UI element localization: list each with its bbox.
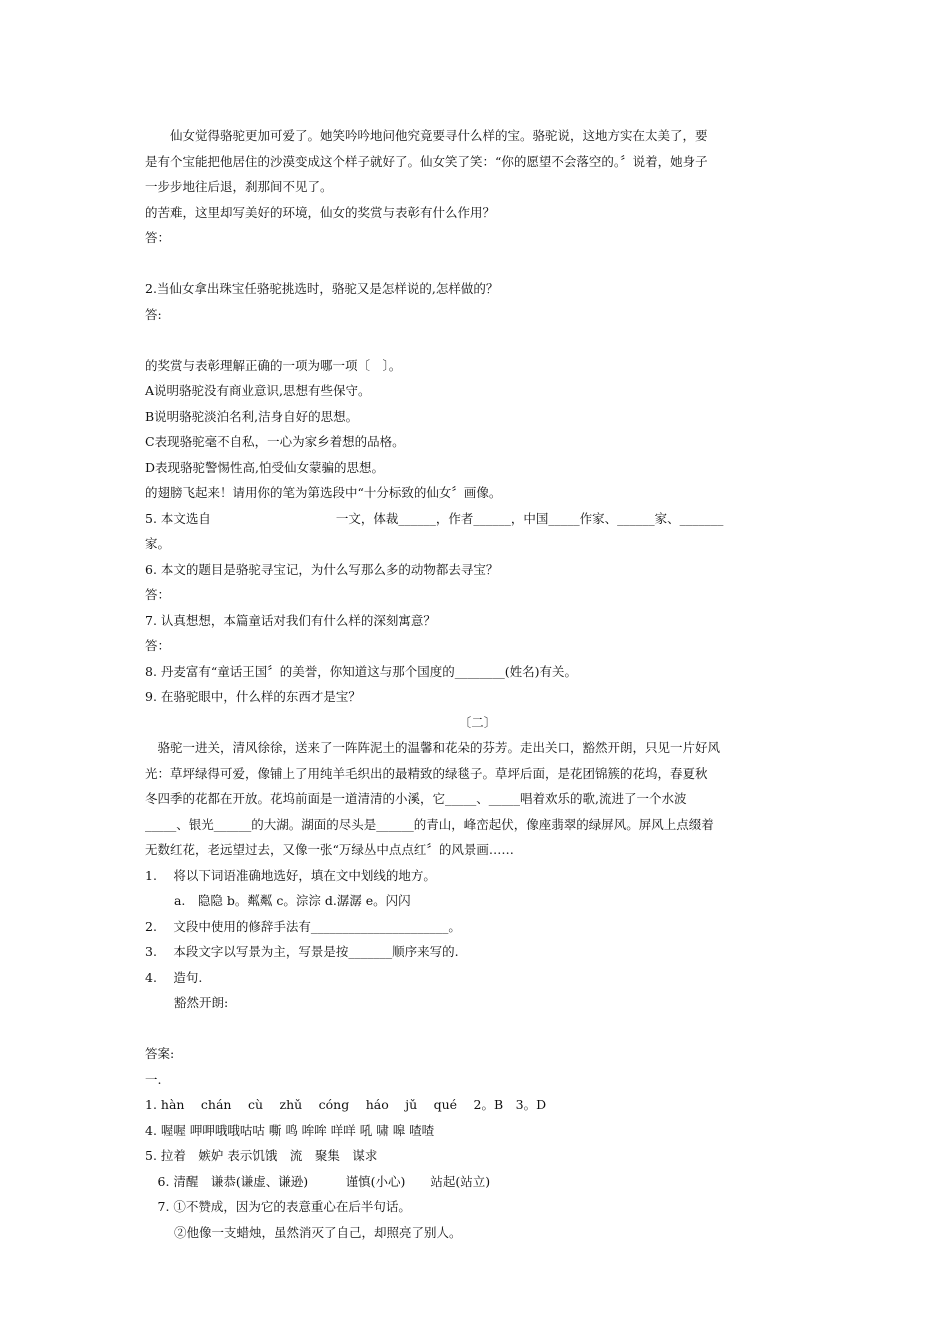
question-9: 9. 在骆驼眼中，什么样的东西才是宝？ xyxy=(145,689,361,704)
question-8: 8. 丹麦富有“童话王国〞的美誉，你知道这与那个国度的________(姓名)有关。 xyxy=(145,663,578,679)
passage-line: 仙女觉得骆驼更加可爱了。她笑吟吟地问他究竟要寻什么样的宝。骆驼说，这地方实在太美了，要 xyxy=(145,128,708,143)
section-2-word-choices: a. 隐隐 b。粼粼 c。淙淙 d.潺潺 e。闪闪 xyxy=(145,893,411,908)
section-2-question: 3. 本段文字以写景为主，写景是按_______顺序来写的. xyxy=(145,944,459,959)
question-1: 的苦难，这里却写美好的环境，仙女的奖赏与表彰有什么作用？ xyxy=(145,204,496,220)
document-body xyxy=(145,123,810,1245)
answer-label: 答: xyxy=(145,306,162,322)
passage-2-line: _____、银光______的大湖。湖面的尽头是______的青山，峰峦起伏，像座翡翠的绿屏风。屏风上点缀着 xyxy=(145,816,714,832)
question-7: 7. 认真想想，本篇童话对我们有什么样的深刻寓意？ xyxy=(145,612,436,628)
passage-2-line: 冬四季的花都在开放。花坞前面是一道清清的小溪，它_____、_____唱着欢乐的歌,流进了一个水波 xyxy=(145,791,687,806)
answer-line: 7. ①不赞成，因为它的表意重心在后半句话。 xyxy=(145,1199,411,1214)
question-5: 5. 本文选自 一文，体裁______，作者______，中国_____作家、______家、_______ xyxy=(145,510,724,526)
question-4: 的翅膀飞起来！请用你的笔为第选段中“十分标致的仙女〞画像。 xyxy=(145,485,502,500)
option-b: B说明骆驼淡泊名利,洁身自好的思想。 xyxy=(145,408,359,424)
answer-line: 1. hàn chán cù zhǔ cóng háo jǔ qué 2。B 3。D xyxy=(145,1097,547,1112)
question-2: 2.当仙女拿出珠宝任骆驼挑选时，骆驼又是怎样说的,怎样做的？ xyxy=(145,281,499,296)
passage-2-line: 光：草坪绿得可爱，像铺上了用纯羊毛织出的最精致的绿毯子。草坪后面，是花团锦簇的花坞，春夏秋 xyxy=(145,765,708,781)
spacer xyxy=(145,1016,810,1042)
question-6: 6. 本文的题目是骆驼寻宝记，为什么写那么多的动物都去寻宝？ xyxy=(145,561,499,577)
passage-line: 一步步地往后退，刹那间不见了。 xyxy=(145,179,333,194)
section-2-question: 豁然开朗: xyxy=(145,995,229,1010)
section-2-question: 4. 造句. xyxy=(145,969,203,985)
answer-line: 5. 拉着 嫉妒 表示饥饿 流 聚集 谋求 xyxy=(145,1148,378,1163)
passage-2-line: 无数红花，老远望过去，又像一张“万绿丛中点点红〞的风景画…… xyxy=(145,842,514,857)
answer-space xyxy=(145,327,810,353)
section-2-heading: 〔二〕 xyxy=(458,714,497,730)
answer-label: 答： xyxy=(145,638,171,653)
question-3: 的奖赏与表彰理解正确的一项为哪一项〔 〕。 xyxy=(145,357,402,373)
answer-line: 4. 喔喔 呷呷哦哦咕咕 嘶 鸣 哞哞 咩咩 吼 啸 嗥 喳喳 xyxy=(145,1122,435,1138)
answer-label: 答： xyxy=(145,230,171,245)
passage-2-line: 骆驼一进关，清风徐徐，送来了一阵阵泥土的温馨和花朵的芬芳。走出关口，豁然开朗，只见一片好风 xyxy=(145,740,721,755)
answer-line: 6. 清醒 谦恭(谦虚、谦逊) 谨慎(小心) 站起(站立) xyxy=(145,1173,491,1189)
option-a: A说明骆驼没有商业意识,思想有些保守。 xyxy=(145,383,371,398)
option-d: D表现骆驼警惕性高,怕受仙女蒙骗的思想。 xyxy=(145,459,384,475)
option-c: C表现骆驼毫不自私，一心为家乡着想的品格。 xyxy=(145,434,405,449)
answer-label: 答： xyxy=(145,587,171,602)
answer-space xyxy=(145,251,810,277)
question-5-cont: 家。 xyxy=(145,536,171,551)
answers-part: 一. xyxy=(145,1071,162,1087)
answers-title: 答案: xyxy=(145,1046,175,1061)
section-2-question: 1. 将以下词语准确地选好，填在文中划线的地方。 xyxy=(145,867,436,883)
answer-line: ②他像一支蜡烛，虽然消灭了自己，却照亮了别人。 xyxy=(145,1224,462,1240)
passage-line: 是有个宝能把他居住的沙漠变成这个样子就好了。仙女笑了笑：“你的愿望不会落空的。〞说着，她身子 xyxy=(145,153,708,169)
section-2-question: 2. 文段中使用的修辞手法有______________________。 xyxy=(145,918,461,934)
